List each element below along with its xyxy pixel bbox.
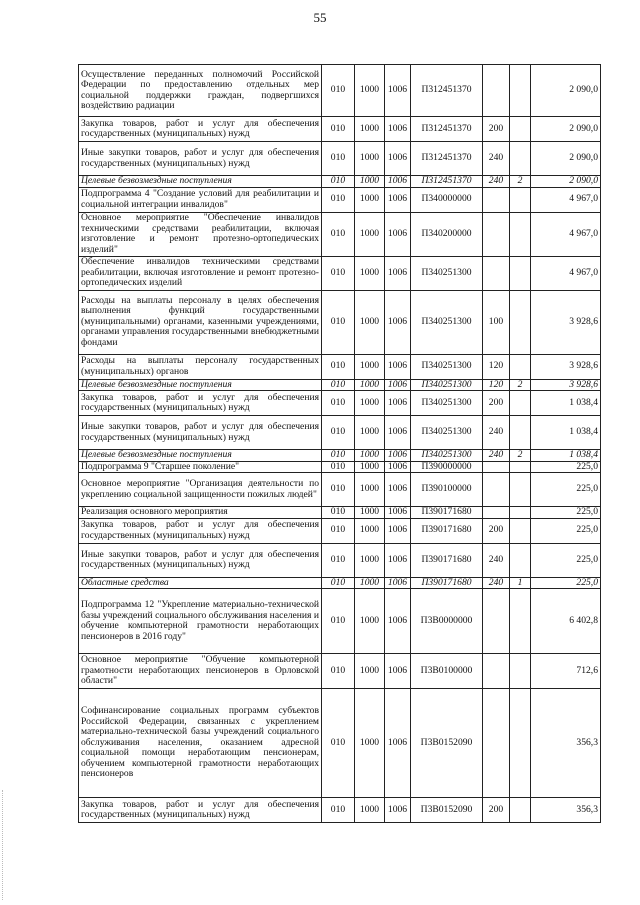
row-code-source xyxy=(510,256,531,290)
row-name: Закупка товаров, работ и услуг для обеспечения государственных (муниципальных) нужд xyxy=(79,117,322,142)
row-code-admin: 010 xyxy=(322,461,355,473)
row-code-expense-type: 200 xyxy=(483,117,510,142)
table-row xyxy=(79,518,601,543)
row-code-subsection: 1006 xyxy=(385,798,411,823)
row-name: Подпрограмма 4 "Создание условий для реабилитации и социальной интеграции инвалидов" xyxy=(79,187,322,212)
row-code-section: 1000 xyxy=(355,65,385,117)
table-row xyxy=(79,65,601,117)
row-code-subsection: 1006 xyxy=(385,654,411,689)
row-code-admin: 010 xyxy=(322,176,355,188)
row-code-source xyxy=(510,473,531,507)
row-code-section: 1000 xyxy=(355,187,385,212)
row-code-admin: 010 xyxy=(322,256,355,290)
row-code-source xyxy=(510,117,531,142)
row-amount: 2 090,0 xyxy=(531,142,601,176)
row-code-source xyxy=(510,187,531,212)
row-code-source xyxy=(510,65,531,117)
row-code-target: П3В0100000 xyxy=(411,654,483,689)
row-code-target: П312451370 xyxy=(411,65,483,117)
row-code-section: 1000 xyxy=(355,391,385,416)
row-amount: 1 038,4 xyxy=(531,416,601,450)
row-code-expense-type: 200 xyxy=(483,798,510,823)
row-code-expense-type: 240 xyxy=(483,142,510,176)
row-code-source xyxy=(510,461,531,473)
row-code-expense-type: 240 xyxy=(483,577,510,589)
row-name: Обеспечение инвалидов техническими средствами реабилитации, включая изготовление и ремонт протезно-ортопедических изделий xyxy=(79,256,322,290)
row-code-target: П3В0152090 xyxy=(411,798,483,823)
row-code-target: П340251300 xyxy=(411,379,483,391)
row-name: Подпрограмма 12 "Укрепление материально-технической базы учреждений социального обслуживания населения и обучение компьютерной грамотности неработающих пенсионеров в 2016 году" xyxy=(79,589,322,654)
row-code-expense-type xyxy=(483,461,510,473)
row-code-section: 1000 xyxy=(355,654,385,689)
row-code-expense-type: 200 xyxy=(483,391,510,416)
row-code-target: П340251300 xyxy=(411,256,483,290)
row-code-target: П390171680 xyxy=(411,543,483,577)
row-code-admin: 010 xyxy=(322,507,355,519)
row-code-admin: 010 xyxy=(322,212,355,256)
row-code-expense-type: 100 xyxy=(483,290,510,354)
row-code-section: 1000 xyxy=(355,256,385,290)
row-name: Закупка товаров, работ и услуг для обеспечения государственных (муниципальных) нужд xyxy=(79,518,322,543)
row-amount: 2 090,0 xyxy=(531,176,601,188)
row-code-target: П3В0152090 xyxy=(411,689,483,798)
row-code-subsection: 1006 xyxy=(385,176,411,188)
row-code-target: П340251300 xyxy=(411,354,483,379)
row-code-source xyxy=(510,518,531,543)
table-row xyxy=(79,416,601,450)
row-code-source: 2 xyxy=(510,176,531,188)
table-row xyxy=(79,354,601,379)
row-name: Софинансирование социальных программ субъектов Российской Федерации, связанных с укреплением материально-технической базы учреждений социального обслуживания населения, оказанием адресной социальной помощи неработающим пенсионерам, обучением компьютерной грамотности неработающих пенсионеров xyxy=(79,689,322,798)
row-code-subsection: 1006 xyxy=(385,450,411,462)
row-code-admin: 010 xyxy=(322,589,355,654)
row-code-admin: 010 xyxy=(322,290,355,354)
row-code-source xyxy=(510,416,531,450)
table-row xyxy=(79,379,601,391)
row-code-admin: 010 xyxy=(322,543,355,577)
page-number: 55 xyxy=(313,10,327,25)
row-code-expense-type xyxy=(483,654,510,689)
row-code-admin: 010 xyxy=(322,65,355,117)
row-code-expense-type xyxy=(483,589,510,654)
row-code-expense-type: 200 xyxy=(483,518,510,543)
row-name: Основное мероприятие "Обеспечение инвалидов техническими средствами реабилитации, включая изготовление и ремонт протезно-ортопедических изделий" xyxy=(79,212,322,256)
row-code-expense-type xyxy=(483,473,510,507)
row-code-target: П390000000 xyxy=(411,461,483,473)
row-name: Расходы на выплаты персоналу в целях обеспечения выполнения функций государственными (муниципальными) органами, казенными учреждениями, органами управления государственными внебюджетными фондами xyxy=(79,290,322,354)
row-name: Основное мероприятие "Организация деятельности по укреплению социальной защищенности пожилых людей" xyxy=(79,473,322,507)
table-row xyxy=(79,689,601,798)
row-code-expense-type xyxy=(483,256,510,290)
row-code-section: 1000 xyxy=(355,518,385,543)
table-row xyxy=(79,798,601,823)
row-code-admin: 010 xyxy=(322,117,355,142)
row-code-expense-type xyxy=(483,65,510,117)
row-amount: 356,3 xyxy=(531,689,601,798)
row-code-admin: 010 xyxy=(322,416,355,450)
row-amount: 225,0 xyxy=(531,543,601,577)
row-code-expense-type xyxy=(483,187,510,212)
row-amount: 4 967,0 xyxy=(531,212,601,256)
row-code-section: 1000 xyxy=(355,507,385,519)
scan-margin-mark xyxy=(2,790,6,900)
row-code-source xyxy=(510,543,531,577)
row-code-expense-type: 240 xyxy=(483,543,510,577)
row-code-expense-type: 240 xyxy=(483,176,510,188)
row-code-target: П340200000 xyxy=(411,212,483,256)
row-code-source: 1 xyxy=(510,577,531,589)
table-row xyxy=(79,212,601,256)
row-amount: 1 038,4 xyxy=(531,450,601,462)
row-code-subsection: 1006 xyxy=(385,391,411,416)
row-code-target: П312451370 xyxy=(411,142,483,176)
row-code-target: П390171680 xyxy=(411,577,483,589)
row-code-target: П340251300 xyxy=(411,416,483,450)
row-code-subsection: 1006 xyxy=(385,212,411,256)
row-code-source xyxy=(510,290,531,354)
row-code-target: П3В0000000 xyxy=(411,589,483,654)
row-amount: 225,0 xyxy=(531,518,601,543)
row-code-subsection: 1006 xyxy=(385,65,411,117)
row-code-section: 1000 xyxy=(355,589,385,654)
row-code-target: П390171680 xyxy=(411,507,483,519)
row-code-subsection: 1006 xyxy=(385,461,411,473)
row-code-admin: 010 xyxy=(322,142,355,176)
row-code-section: 1000 xyxy=(355,798,385,823)
row-amount: 4 967,0 xyxy=(531,256,601,290)
row-code-admin: 010 xyxy=(322,518,355,543)
row-code-section: 1000 xyxy=(355,379,385,391)
row-code-expense-type xyxy=(483,689,510,798)
row-code-expense-type xyxy=(483,212,510,256)
row-amount: 6 402,8 xyxy=(531,589,601,654)
row-code-expense-type: 240 xyxy=(483,416,510,450)
row-code-section: 1000 xyxy=(355,543,385,577)
row-code-section: 1000 xyxy=(355,461,385,473)
row-code-target: П390171680 xyxy=(411,518,483,543)
row-code-section: 1000 xyxy=(355,689,385,798)
table-row xyxy=(79,142,601,176)
row-code-subsection: 1006 xyxy=(385,507,411,519)
row-code-subsection: 1006 xyxy=(385,117,411,142)
row-amount: 3 928,6 xyxy=(531,379,601,391)
row-name: Закупка товаров, работ и услуг для обеспечения государственных (муниципальных) нужд xyxy=(79,798,322,823)
row-amount: 225,0 xyxy=(531,577,601,589)
row-code-section: 1000 xyxy=(355,176,385,188)
row-code-section: 1000 xyxy=(355,473,385,507)
row-code-target: П340251300 xyxy=(411,450,483,462)
row-code-section: 1000 xyxy=(355,212,385,256)
table-row xyxy=(79,176,601,188)
row-code-section: 1000 xyxy=(355,142,385,176)
row-code-source xyxy=(510,589,531,654)
row-code-admin: 010 xyxy=(322,577,355,589)
table-row xyxy=(79,256,601,290)
row-code-target: П340251300 xyxy=(411,391,483,416)
row-code-expense-type: 120 xyxy=(483,354,510,379)
row-code-admin: 010 xyxy=(322,654,355,689)
table-row xyxy=(79,473,601,507)
row-name: Расходы на выплаты персоналу государственных (муниципальных) органов xyxy=(79,354,322,379)
row-name: Осуществление переданных полномочий Российской Федерации по предоставлению отдельных мер социальной поддержки граждан, подвергшихся воздействию радиации xyxy=(79,65,322,117)
row-code-subsection: 1006 xyxy=(385,689,411,798)
row-code-section: 1000 xyxy=(355,290,385,354)
row-amount: 356,3 xyxy=(531,798,601,823)
row-amount: 225,0 xyxy=(531,473,601,507)
row-code-target: П340000000 xyxy=(411,187,483,212)
row-amount: 3 928,6 xyxy=(531,290,601,354)
table-row xyxy=(79,543,601,577)
table-row xyxy=(79,507,601,519)
table-row xyxy=(79,589,601,654)
row-code-admin: 010 xyxy=(322,391,355,416)
row-code-source: 2 xyxy=(510,450,531,462)
row-code-subsection: 1006 xyxy=(385,290,411,354)
row-code-expense-type: 240 xyxy=(483,450,510,462)
row-code-admin: 010 xyxy=(322,689,355,798)
row-name: Иные закупки товаров, работ и услуг для обеспечения государственных (муниципальных) нужд xyxy=(79,142,322,176)
table-row xyxy=(79,290,601,354)
row-code-subsection: 1006 xyxy=(385,416,411,450)
row-code-subsection: 1006 xyxy=(385,473,411,507)
row-name: Целевые безвозмездные поступления xyxy=(79,450,322,462)
row-code-target: П312451370 xyxy=(411,176,483,188)
row-code-subsection: 1006 xyxy=(385,256,411,290)
row-amount: 712,6 xyxy=(531,654,601,689)
row-amount: 3 928,6 xyxy=(531,354,601,379)
row-name: Целевые безвозмездные поступления xyxy=(79,379,322,391)
row-code-section: 1000 xyxy=(355,450,385,462)
row-code-source xyxy=(510,354,531,379)
row-code-section: 1000 xyxy=(355,354,385,379)
row-code-subsection: 1006 xyxy=(385,142,411,176)
row-code-source xyxy=(510,654,531,689)
row-code-expense-type: 120 xyxy=(483,379,510,391)
row-code-source xyxy=(510,212,531,256)
row-code-admin: 010 xyxy=(322,798,355,823)
row-code-section: 1000 xyxy=(355,416,385,450)
row-amount: 2 090,0 xyxy=(531,65,601,117)
row-name: Иные закупки товаров, работ и услуг для обеспечения государственных (муниципальных) нужд xyxy=(79,416,322,450)
table-row xyxy=(79,117,601,142)
row-code-subsection: 1006 xyxy=(385,577,411,589)
row-amount: 1 038,4 xyxy=(531,391,601,416)
row-amount: 225,0 xyxy=(531,461,601,473)
row-code-subsection: 1006 xyxy=(385,379,411,391)
row-name: Закупка товаров, работ и услуг для обеспечения государственных (муниципальных) нужд xyxy=(79,391,322,416)
row-code-source xyxy=(510,391,531,416)
table-row xyxy=(79,450,601,462)
row-code-section: 1000 xyxy=(355,117,385,142)
row-code-admin: 010 xyxy=(322,473,355,507)
row-code-subsection: 1006 xyxy=(385,187,411,212)
row-code-admin: 010 xyxy=(322,450,355,462)
row-code-source xyxy=(510,689,531,798)
table-row xyxy=(79,654,601,689)
row-code-source: 2 xyxy=(510,379,531,391)
row-name: Реализация основного мероприятия xyxy=(79,507,322,519)
budget-table xyxy=(78,64,601,823)
row-code-admin: 010 xyxy=(322,379,355,391)
table-row xyxy=(79,391,601,416)
row-code-section: 1000 xyxy=(355,577,385,589)
row-name: Подпрограмма 9 "Старшее поколение" xyxy=(79,461,322,473)
row-code-subsection: 1006 xyxy=(385,543,411,577)
row-code-target: П390100000 xyxy=(411,473,483,507)
row-code-source xyxy=(510,142,531,176)
row-code-expense-type xyxy=(483,507,510,519)
table-row xyxy=(79,577,601,589)
row-code-source xyxy=(510,507,531,519)
row-code-subsection: 1006 xyxy=(385,589,411,654)
row-name: Иные закупки товаров, работ и услуг для обеспечения государственных (муниципальных) нужд xyxy=(79,543,322,577)
row-name: Целевые безвозмездные поступления xyxy=(79,176,322,188)
row-amount: 2 090,0 xyxy=(531,117,601,142)
row-code-subsection: 1006 xyxy=(385,354,411,379)
row-code-target: П340251300 xyxy=(411,290,483,354)
row-code-admin: 010 xyxy=(322,354,355,379)
table-row xyxy=(79,187,601,212)
row-code-source xyxy=(510,798,531,823)
row-code-target: П312451370 xyxy=(411,117,483,142)
row-name: Основное мероприятие "Обучение компьютерной грамотности неработающих пенсионеров в Орловской области" xyxy=(79,654,322,689)
row-amount: 225,0 xyxy=(531,507,601,519)
row-code-admin: 010 xyxy=(322,187,355,212)
row-code-subsection: 1006 xyxy=(385,518,411,543)
row-amount: 4 967,0 xyxy=(531,187,601,212)
budget-table-body xyxy=(79,65,601,823)
row-name: Областные средства xyxy=(79,577,322,589)
table-row xyxy=(79,461,601,473)
